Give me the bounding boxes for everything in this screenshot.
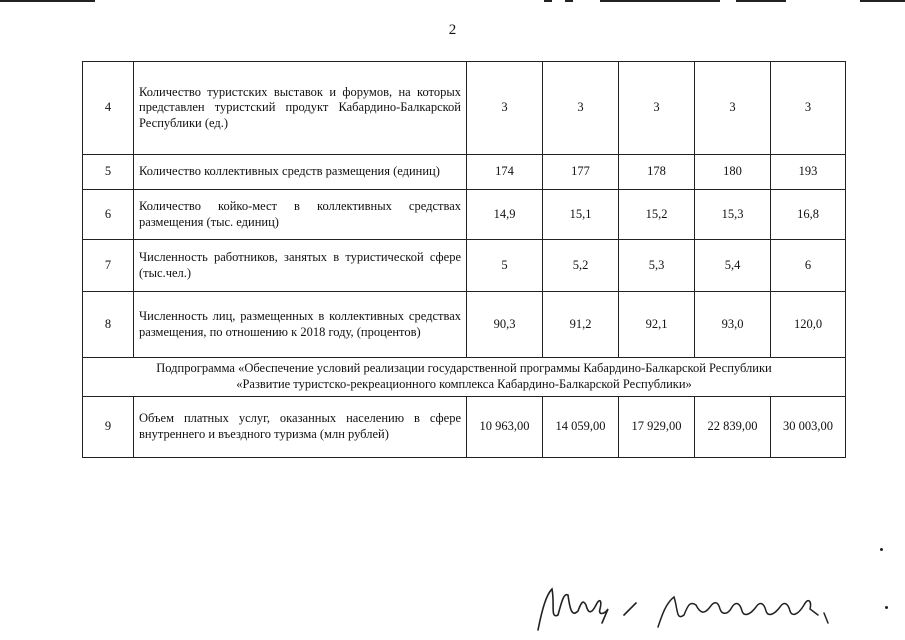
value-cell: 5,4 [695, 240, 771, 292]
scan-dot [885, 606, 888, 609]
value-cell: 3 [467, 62, 543, 155]
row-number: 7 [83, 240, 134, 292]
indicator-name: Количество коллективных средств размещения (единиц) [134, 155, 467, 190]
value-cell: 10 963,00 [467, 397, 543, 458]
value-cell: 17 929,00 [619, 397, 695, 458]
value-cell: 15,3 [695, 190, 771, 240]
value-cell: 5,3 [619, 240, 695, 292]
value-cell: 30 003,00 [771, 397, 846, 458]
handwritten-signature [528, 575, 848, 635]
value-cell: 91,2 [543, 292, 619, 358]
scan-dot [880, 548, 883, 551]
table-row [83, 62, 846, 155]
value-cell: 177 [543, 155, 619, 190]
value-cell: 15,2 [619, 190, 695, 240]
table-row [83, 190, 846, 240]
subprogram-line: «Развитие туристско-рекреационного комплекса Кабардино-Балкарской Республики» [236, 377, 692, 391]
row-number: 5 [83, 155, 134, 190]
scan-mark [600, 0, 720, 2]
scan-mark [860, 0, 905, 2]
table-row [83, 292, 846, 358]
value-cell: 5 [467, 240, 543, 292]
indicator-name: Количество туристских выставок и форумов, на которых представлен туристский продукт Кабардино-Балкарской Республики (ед.) [134, 62, 467, 155]
row-number: 9 [83, 397, 134, 458]
indicator-name: Количество койко-мест в коллективных средствах размещения (тыс. единиц) [134, 190, 467, 240]
table-row [83, 397, 846, 458]
row-number: 4 [83, 62, 134, 155]
value-cell: 92,1 [619, 292, 695, 358]
scan-mark [0, 0, 95, 2]
table-row [83, 155, 846, 190]
value-cell: 14 059,00 [543, 397, 619, 458]
value-cell: 93,0 [695, 292, 771, 358]
value-cell: 178 [619, 155, 695, 190]
row-number: 8 [83, 292, 134, 358]
scan-mark [736, 0, 786, 2]
value-cell: 6 [771, 240, 846, 292]
scan-mark [544, 0, 552, 2]
value-cell: 90,3 [467, 292, 543, 358]
value-cell: 16,8 [771, 190, 846, 240]
table-row [83, 240, 846, 292]
value-cell: 193 [771, 155, 846, 190]
value-cell: 120,0 [771, 292, 846, 358]
value-cell: 3 [695, 62, 771, 155]
page-number: 2 [448, 22, 457, 38]
value-cell: 3 [619, 62, 695, 155]
value-cell: 5,2 [543, 240, 619, 292]
subprogram-heading [83, 358, 846, 397]
value-cell: 14,9 [467, 190, 543, 240]
indicator-name: Численность лиц, размещенных в коллективных средствах размещения, по отношению к 2018 году, (процентов) [134, 292, 467, 358]
value-cell: 180 [695, 155, 771, 190]
value-cell: 15,1 [543, 190, 619, 240]
value-cell: 3 [771, 62, 846, 155]
indicator-name: Объем платных услуг, оказанных населению в сфере внутреннего и въездного туризма (млн рублей) [134, 397, 467, 458]
value-cell: 174 [467, 155, 543, 190]
subprogram-row [83, 358, 846, 397]
subprogram-line: Подпрограмма «Обеспечение условий реализации государственной программы Кабардино-Балкарской Республики [156, 361, 772, 376]
value-cell: 3 [543, 62, 619, 155]
value-cell: 22 839,00 [695, 397, 771, 458]
indicators-table [82, 61, 846, 458]
indicator-name: Численность работников, занятых в туристической сфере (тыс.чел.) [134, 240, 467, 292]
scan-mark [565, 0, 573, 2]
row-number: 6 [83, 190, 134, 240]
